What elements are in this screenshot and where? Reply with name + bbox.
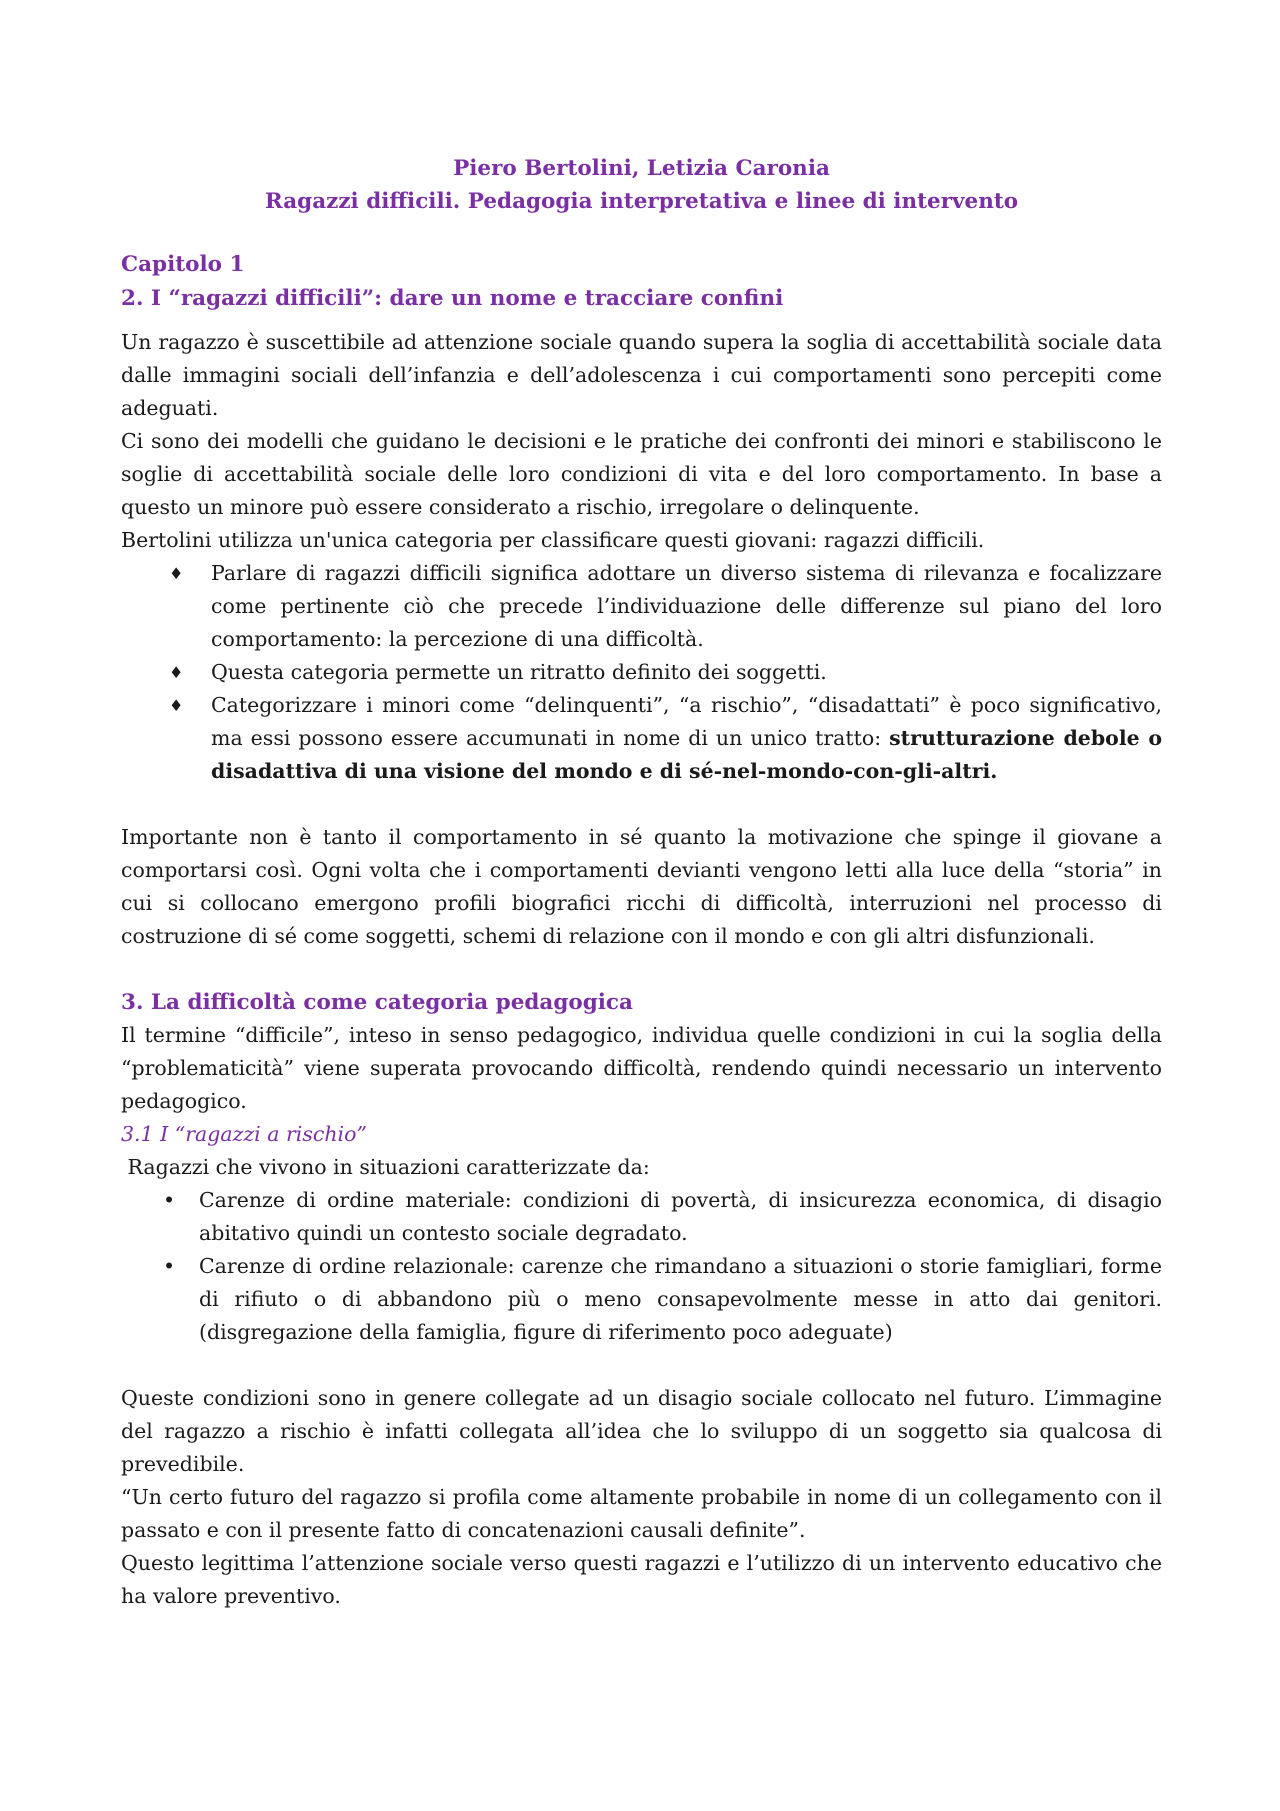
section-2-heading: 2. I “ragazzi difficili”: dare un nome e tracciare confini xyxy=(121,286,784,311)
list-item xyxy=(121,1250,1162,1349)
chapter-heading: Capitolo 1 xyxy=(121,252,245,277)
section-3-quote: “Un certo futuro del ragazzo si profila come altamente probabile in nome di un collegamento con il passato e con il presente fatto di concatenazioni causali definite”. xyxy=(121,1485,1162,1542)
authors: Piero Bertolini, Letizia Caronia xyxy=(453,156,830,181)
section-2-paragraph-3: Bertolini utilizza un'unica categoria per classificare questi giovani: ragazzi difficili. xyxy=(121,528,985,552)
section-2-paragraph-1: Un ragazzo è suscettibile ad attenzione sociale quando supera la soglia di accettabilità sociale data dalle immagini sociali dell’infanzia e dell’adolescenza i cui comportamenti sono percepiti come adeguati. xyxy=(121,330,1162,420)
list-item-bold-text: strutturazione debole o disadattiva di una visione del mondo e di sé-nel-mondo-con-gli-altri. xyxy=(211,726,1162,783)
subsection-intro: Ragazzi che vivono in situazioni caratterizzate da: xyxy=(121,1155,650,1179)
list-item xyxy=(121,1184,1162,1250)
difficult-kids-list xyxy=(121,557,1162,788)
document-header xyxy=(121,152,1162,218)
section-3-heading: 3. La difficoltà come categoria pedagogica xyxy=(121,990,633,1015)
diamond-bullet-icon: ♦ xyxy=(169,663,184,682)
list-item xyxy=(121,557,1162,656)
book-title: Ragazzi difficili. Pedagogia interpretativa e linee di intervento xyxy=(264,189,1019,214)
section-2-paragraph-4: Importante non è tanto il comportamento in sé quanto la motivazione che spinge il giovane a comportarsi così. Ogni volta che i comportamenti devianti vengono letti alla luce della “storia” in cui si collocano emergono profili biografici ricchi di difficoltà, interruzioni nel processo di costruzione di sé come soggetti, schemi di relazione con il mondo e con gli altri disfunzionali. xyxy=(121,825,1162,948)
section-3-paragraph-1: Il termine “difficile”, inteso in senso pedagogico, individua quelle condizioni in cui la soglia della “problematicità” viene superata provocando difficoltà, rendendo quindi necessario un intervento pedagogico. xyxy=(121,1023,1162,1113)
risk-conditions-list xyxy=(121,1184,1162,1349)
spacer xyxy=(121,788,1162,821)
list-item-text: Carenze di ordine relazionale: carenze che rimandano a situazioni o storie famigliari, forme di rifiuto o di abbandono più o meno consapevolmente messe in atto dai genitori. (disgregazione della famiglia, figure di riferimento poco adeguate) xyxy=(199,1254,1162,1344)
list-item xyxy=(121,656,1162,689)
list-item-text: Carenze di ordine materiale: condizioni di povertà, di insicurezza economica, di disagio abitativo quindi un contesto sociale degradato. xyxy=(199,1188,1162,1245)
list-item-text: Parlare di ragazzi difficili significa adottare un diverso sistema di rilevanza e focalizzare come pertinente ciò che precede l’individuazione delle differenze sul piano del loro comportamento: la percezione di una difficoltà. xyxy=(211,561,1162,651)
spacer xyxy=(121,953,1162,986)
list-item-text: Questa categoria permette un ritratto definito dei soggetti. xyxy=(211,660,827,684)
dot-bullet-icon: • xyxy=(163,1188,176,1212)
list-item xyxy=(121,689,1162,788)
section-2-paragraph-2: Ci sono dei modelli che guidano le decisioni e le pratiche dei confronti dei minori e stabiliscono le soglie di accettabilità sociale delle loro condizioni di vita e del loro comportamento. In base a questo un minore può essere considerato a rischio, irregolare o delinquente. xyxy=(121,429,1162,519)
list-item-text: Categorizzare i minori come “delinquenti”, “a rischio”, “disadattati” è poco significativo, ma essi possono essere accumunati in nome di un unico tratto: xyxy=(211,693,1162,750)
subsection-3-1-heading: 3.1 I “ragazzi a rischio” xyxy=(121,1122,367,1146)
diamond-bullet-icon: ♦ xyxy=(169,696,184,715)
dot-bullet-icon: • xyxy=(163,1254,176,1278)
section-3-paragraph-4: Questo legittima l’attenzione sociale verso questi ragazzi e l’utilizzo di un intervento educativo che ha valore preventivo. xyxy=(121,1551,1162,1608)
diamond-bullet-icon: ♦ xyxy=(169,564,184,583)
section-3-paragraph-2: Queste condizioni sono in genere collegate ad un disagio sociale collocato nel futuro. L’immagine del ragazzo a rischio è infatti collegata all’idea che lo sviluppo di un soggetto sia qualcosa di prevedibile. xyxy=(121,1386,1162,1476)
spacer xyxy=(121,1349,1162,1382)
